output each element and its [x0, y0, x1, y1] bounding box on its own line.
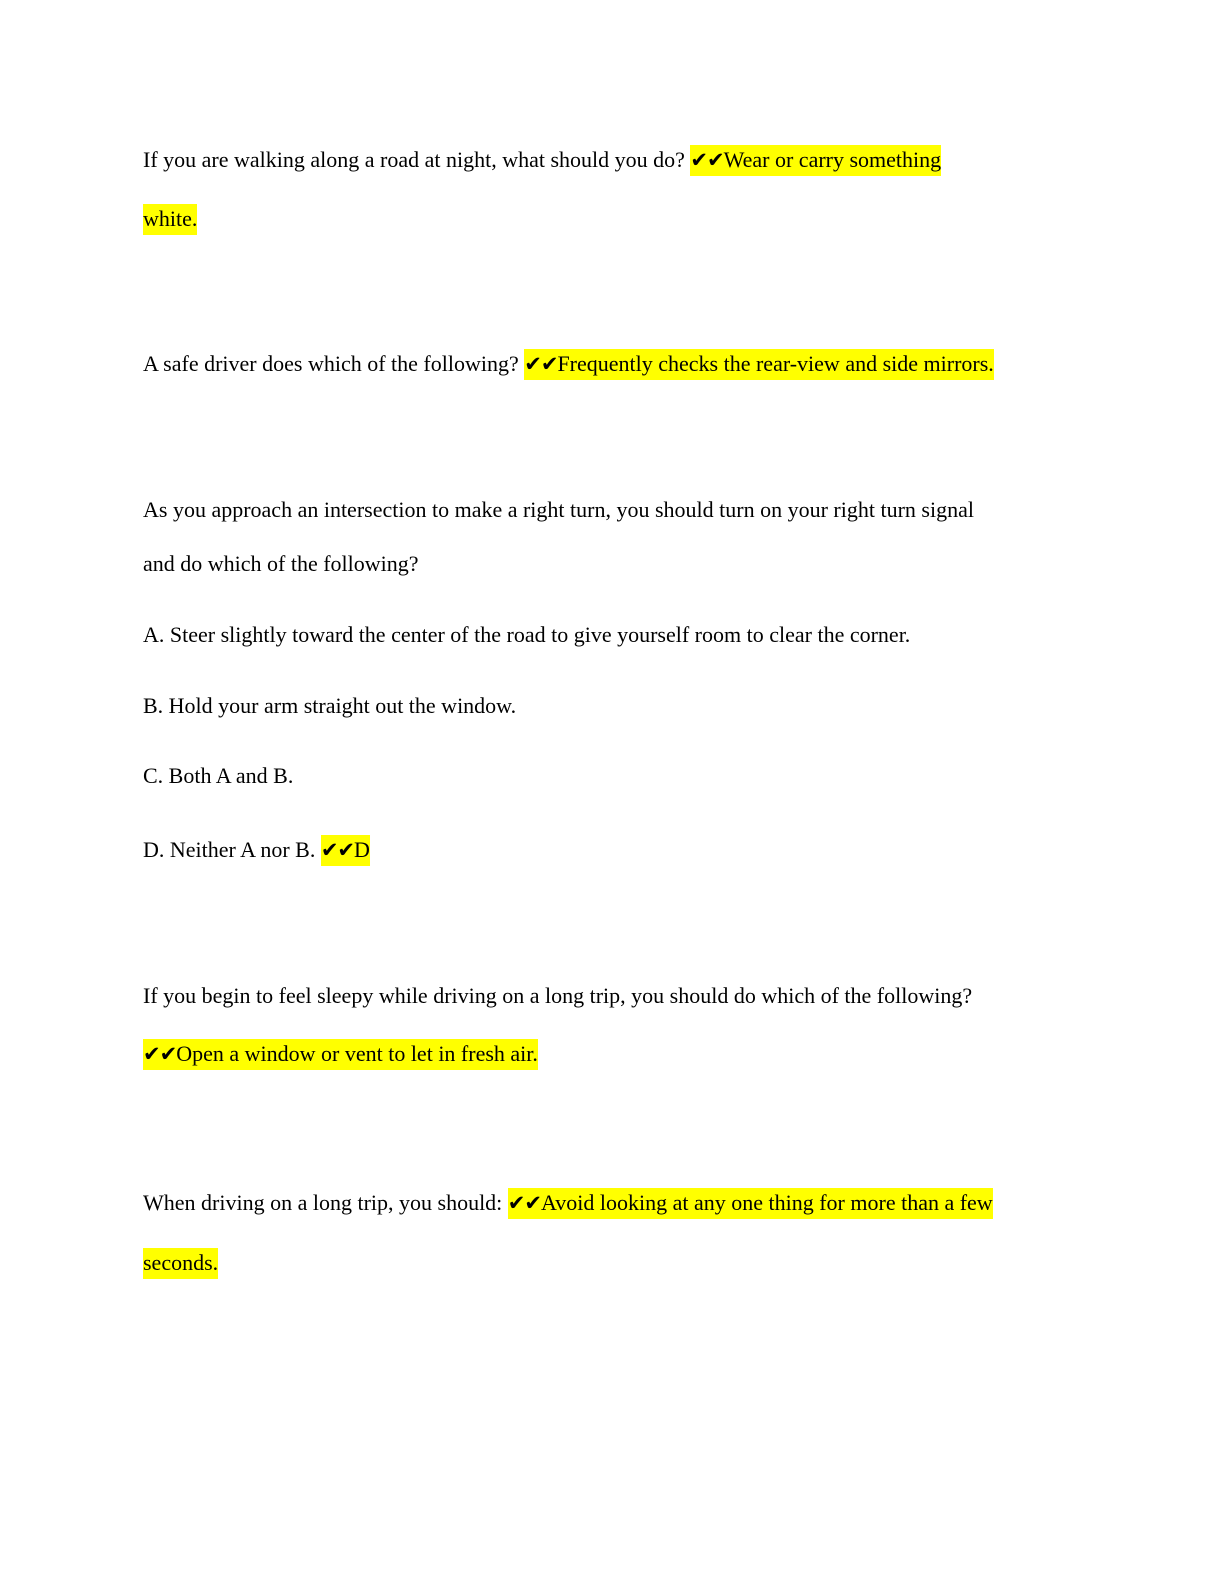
question-4: [143, 982, 972, 1010]
option-a: [143, 621, 910, 649]
option-b-text: B. Hold your arm straight out the window.: [143, 693, 517, 718]
answer-4: [143, 1040, 538, 1068]
question-5: [143, 1189, 993, 1217]
option-c: [143, 762, 293, 790]
question-3-text-line1: As you approach an intersection to make a right turn, you should turn on your right turn signal: [143, 497, 974, 522]
answer-5-text: Avoid looking at any one thing for more than a few: [541, 1190, 993, 1215]
answer-3-text: D: [354, 837, 370, 862]
option-d-text: D. Neither A nor B.: [143, 837, 316, 862]
answer-2-highlight: [524, 349, 994, 380]
answer-3-highlight: [321, 835, 370, 866]
question-3-continuation: [143, 550, 419, 578]
answer-4-text: Open a window or vent to let in fresh air.: [176, 1041, 538, 1066]
answer-4-highlight: [143, 1039, 538, 1070]
option-c-text: C. Both A and B.: [143, 763, 294, 788]
question-3: [143, 496, 974, 524]
answer-1-text: Wear or carry something: [723, 147, 942, 172]
answer-5-highlight: [508, 1188, 993, 1219]
question-2: [143, 350, 994, 378]
option-b: [143, 692, 516, 720]
question-2-text: A safe driver does which of the following?: [143, 351, 519, 376]
question-3-text-line2: and do which of the following?: [143, 551, 419, 576]
option-d: [143, 836, 370, 864]
question-1-text: If you are walking along a road at night, what should you do?: [143, 147, 685, 172]
double-check-icon: ✔✔: [320, 838, 355, 862]
answer-5-line2: seconds.: [143, 1248, 218, 1279]
question-4-text: If you begin to feel sleepy while driving on a long trip, you should do which of the following?: [143, 983, 973, 1008]
option-a-text: A. Steer slightly toward the center of the road to give yourself room to clear the corner.: [143, 622, 911, 647]
answer-2-text: Frequently checks the rear-view and side mirrors.: [557, 351, 994, 376]
double-check-icon: ✔✔: [690, 148, 724, 172]
answer-1-continuation: [143, 205, 197, 233]
answer-1-line2: white.: [143, 204, 197, 235]
question-1: [143, 146, 941, 174]
question-5-text: When driving on a long trip, you should:: [143, 1190, 503, 1215]
double-check-icon: ✔✔: [524, 352, 558, 376]
double-check-icon: ✔✔: [143, 1042, 177, 1066]
answer-1-highlight: [690, 145, 941, 176]
answer-5-continuation: [143, 1249, 218, 1277]
double-check-icon: ✔✔: [507, 1191, 541, 1215]
